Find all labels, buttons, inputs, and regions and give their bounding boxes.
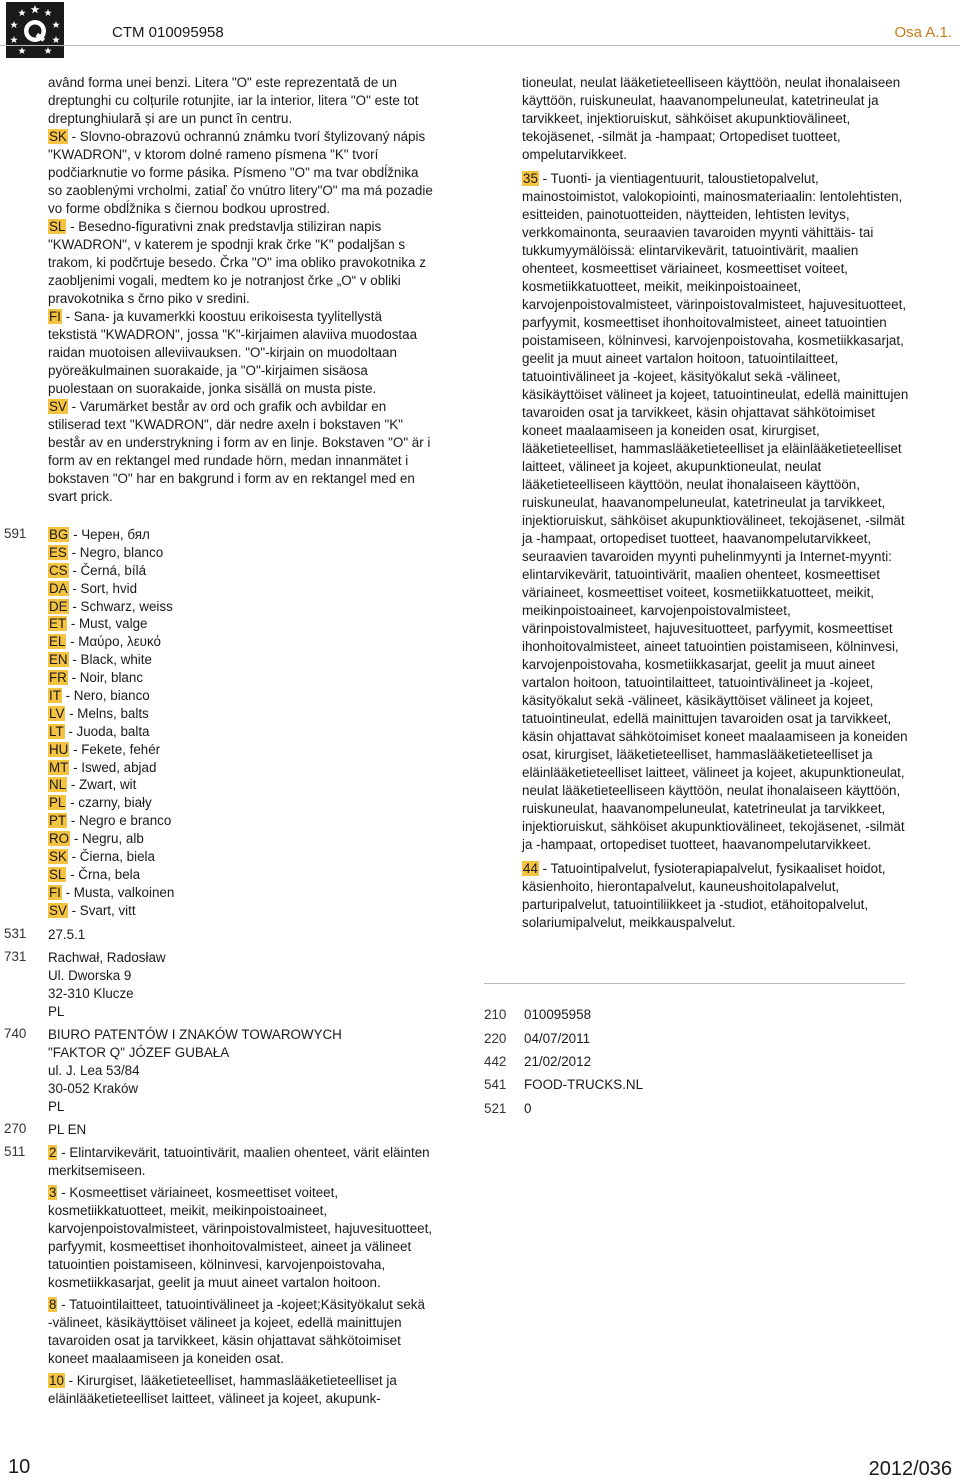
color-text: - Musta, valkoinen	[61, 884, 175, 900]
field-code-740: 740	[4, 1026, 27, 1041]
color-item	[48, 544, 174, 562]
field-code-591: 591	[4, 526, 27, 541]
ro-description-end: având forma unei benzi. Litera "O" este reprezentată de un dreptunghi cu colțurile rotunjite, iar la interior, litera "O" este tot dreptunghiulară și are un punct în centru.	[48, 75, 419, 126]
document-reference: CTM 010095958	[112, 24, 224, 41]
color-item	[48, 902, 174, 920]
field-code: 521	[484, 1101, 507, 1116]
class-text: - Kosmeettiset väriaineet, kosmeettiset voiteet, kosmetiikkatuotteet, meikit, meikinpoistoaineet, karvojenpoistovalmisteet, värinpoistovalmisteet, hajuvesituotteet, parfyymit, kosmeettiset ihonhoitovalmisteet, aineet ja välineet tatuointien poistamiseen, kölninvesi, karvojenpoistovaha, kosmetiikkasarjat, geelit ja muut aineet vartalon hoitoon.	[48, 1185, 433, 1290]
color-text: - Negro, blanco	[67, 544, 164, 560]
class-item	[48, 1144, 433, 1180]
field-code-731: 731	[4, 949, 27, 964]
language-code: DE	[49, 598, 68, 614]
header-divider	[0, 45, 960, 46]
fi-description	[48, 308, 433, 398]
color-item	[48, 723, 174, 741]
class-item	[522, 170, 910, 854]
color-text: - Sort, hvid	[68, 580, 138, 596]
language-code: ES	[49, 544, 67, 560]
color-text: - Juoda, balta	[64, 723, 150, 739]
color-item	[48, 669, 174, 687]
language-code: FI	[49, 884, 61, 900]
language-code: FI	[49, 309, 61, 324]
color-text: - Черен, бял	[69, 527, 150, 542]
class-item	[48, 1372, 433, 1408]
sl-description	[48, 218, 433, 308]
language-code: SK	[49, 849, 67, 865]
page-number: 10	[8, 1456, 31, 1478]
ohim-logo-icon	[6, 2, 64, 58]
color-text: - Black, white	[68, 652, 152, 668]
meta-row	[484, 1030, 904, 1048]
section-divider	[484, 983, 905, 984]
field-value: 04/07/2011	[524, 1031, 591, 1046]
field-value: 21/02/2012	[524, 1054, 592, 1069]
class-number: 44	[523, 861, 538, 876]
language-code: SV	[49, 399, 67, 414]
language-code: BG	[49, 527, 69, 542]
color-text: - Μαύρο, λευκό	[66, 634, 161, 650]
class-number: 2	[49, 1145, 57, 1160]
color-item	[48, 830, 174, 848]
color-item	[48, 794, 174, 812]
sk-description	[48, 128, 433, 218]
color-item	[48, 580, 174, 598]
language-code: NL	[49, 777, 67, 793]
class-number: 3	[49, 1185, 57, 1200]
representative-name: BIURO PATENTÓW I ZNAKÓW TOWAROWYCH	[48, 1027, 342, 1042]
color-item	[48, 848, 174, 866]
color-text: - Černá, bílá	[68, 562, 147, 578]
language-code: LV	[49, 705, 65, 721]
color-item	[48, 598, 174, 616]
description-text: - Besedno-figurativni znak predstavlja stiliziran napis "KWADRON", v katerem je spodnji krak črke "K" podaljšan s trakom, ki podčrtuje besedo. Črka "O" ima obliko pravokotnika z zaobljenimi vogali, medtem ko je notranjost črke „O“ v obliki pravokotnika s črno piko v sredini.	[48, 219, 426, 306]
language-code: FR	[49, 670, 67, 686]
language-code: HU	[49, 741, 69, 757]
language-code: PT	[49, 813, 67, 829]
color-text: - Schwarz, weiss	[68, 598, 173, 614]
language-code: SV	[49, 902, 67, 918]
representative-street: ul. J. Lea 53/84	[48, 1063, 140, 1078]
field-code: 220	[484, 1031, 507, 1046]
field-code: 210	[484, 1007, 507, 1022]
meta-row	[484, 1076, 904, 1094]
color-text: - Črna, bela	[66, 866, 141, 882]
color-text: - czarny, biały	[66, 795, 152, 811]
class-text: - Tatuointipalvelut, fysioterapiapalvelut, fysikaaliset hoidot, käsienhoito, hierontapalvelut, kauneushoitolapalvelut, parturipalvelut, tatuointiliikkeet ja -studiot, etähoitopalvelut, solariumipalvelut, meikkauspalvelut.	[522, 861, 886, 930]
field-value: 0	[524, 1101, 532, 1116]
applicant-country: PL	[48, 1004, 65, 1019]
color-text: - Melns, balts	[65, 705, 149, 721]
field-code-511: 511	[4, 1144, 26, 1159]
vienna-classification: 27.5.1	[48, 927, 86, 942]
class-item	[48, 1296, 433, 1368]
description-text: - Sana- ja kuvamerkki koostuu erikoisesta tyylitellystä tekstistä "KWADRON", jossa "K"-kirjaimen alaviiva muodostaa raidan muotoisen alleviivauksen. "O"-kirjain on muodoltaan pyöreäkulmainen suorakaide, ja "O"-kirjaimen sisäosa puolestaan on suorakaide, jonka sisällä on musta piste.	[48, 309, 418, 396]
color-text: - Negru, alb	[70, 831, 144, 847]
color-item	[48, 651, 174, 669]
section-reference: Osa A.1.	[894, 24, 952, 41]
color-item	[48, 705, 174, 723]
class-item	[48, 1184, 433, 1292]
field-value: FOOD-TRUCKS.NL	[524, 1077, 644, 1092]
color-claims-list	[48, 526, 174, 920]
color-item	[48, 562, 174, 580]
field-code: 541	[484, 1077, 507, 1092]
representative-block	[48, 1026, 342, 1116]
class-text: - Kirurgiset, lääketieteelliset, hammaslääketieteelliset ja eläinlääketieteelliset laitteet, välineet ja kojeet, akupunk-	[48, 1373, 397, 1406]
language-code: LT	[49, 723, 64, 739]
color-text: - Fekete, fehér	[69, 741, 161, 757]
color-text: - Nero, bianco	[61, 688, 150, 704]
goods-classes-left	[48, 1144, 433, 1408]
color-item	[48, 866, 174, 884]
color-item	[48, 759, 174, 777]
color-text: - Noir, blanc	[67, 670, 144, 686]
applicant-city: 32-310 Klucze	[48, 986, 134, 1001]
sv-description	[48, 398, 433, 506]
field-code: 442	[484, 1054, 507, 1069]
language-code: EL	[49, 634, 66, 650]
color-text: - Iswed, abjad	[69, 759, 157, 775]
color-text: - Zwart, wit	[67, 777, 137, 793]
representative-firm: "FAKTOR Q" JÓZEF GUBAŁA	[48, 1045, 230, 1060]
right-column-goods	[522, 74, 910, 932]
class-number: 10	[49, 1373, 64, 1388]
class-text: - Tuonti- ja vientiagentuurit, taloustietopalvelut, mainostoimistot, valokopiointi, mainosmateriaalin: lentolehtisten, esitteiden, painotuotteiden, näytteiden, lehtisten levitys, verkkomainonta, seuraavien tavaroiden myynti vähittäis- tai tukkumyymälöissä: elintarvikevärit, tatuointivärit, maalien ohenteet, kosmeettiset väriaineet, kosmeettiset voiteet, kosmetiikkatuotteet, meikit, meikinpoistoaineet, karvojenpoistovalmisteet, värinpoistovalmisteet, hajuvesituotteet, parfyymit, kosmeettiset ihonhoitovalmisteet, aineet tatuointien poistamiseen, kölninvesi, karvojenpoistovaha, kosmetiikkasarjat, geelit ja muut aineet vartalon hoitoon, tatuointilaitteet, tatuointivälineet ja -kojeet, käsityökalut sekä -välineet, käsikäyttöiset välineet ja kojeet, tatuointineulat, edellä mainittujen tavaroiden osat ja tarvikkeet, käsin ohjattavat sähkötoimiset koneet maalaamiseen ja koneiden osat, kirurgiset, lääketieteelliset, hammaslääketieteelliset ja eläinlääketieteelliset laitteet, välineet ja kojeet, akupunktioneulat, neulat lääketieteelliseen käyttöön, neulat ihonalaiseen käyttöön, ruiskuneulat, haavanompeluneulat, katetrineulat ja tarvikkeet, injektioruiskut, sähköiset akupunktiovälineet, tekojäsenet, -silmät ja -hampaat, ortopediset tuotteet, haavanompelutarvikkeet, seuraavien tavaroiden myynti puhelinmyynti ja Internet-myynti: elintarvikevärit, tatuointivärit, maalien ohenteet, kosmeettiset väriaineet, kosmeettiset voiteet, kosmetiikkatuotteet, meikit, meikinpoistoaineet, karvojenpoistovalmisteet, värinpoistovalmisteet, hajuvesituotteet, parfyymit, kosmeettiset ihonhoitovalmisteet, aineet tatuointien poistamiseen, kölninvesi, karvojenpoistovaha, kosmetiikkasarjat, geelit ja muut aineet vartalon hoitoon, tatuointilaitteet, tatuointivälineet ja -kojeet, käsityökalut sekä -välineet, käsikäyttöiset välineet ja kojeet, tatuointineulat, edellä mainittujen tavaroiden osat ja tarvikkeet, käsin ohjattavat sähkötoimiset koneet maalaamiseen ja koneiden osat, kirurgiset, lääketieteelliset, hammaslääketieteelliset ja eläinlääketieteelliset laitteet, välineet ja kojeet, akupunktioneulat, neulat lääketieteelliseen käyttöön, neulat ihonalaiseen käyttöön, ruiskuneulat, haavanompeluneulat, katetrineulat ja tarvikkeet, injektioruiskut, sähköiset akupunktiovälineet, tekojäsenet, -silmät ja -hampaat, ortopediset tuotteet, haavanompelutarvikkeet.	[522, 171, 909, 852]
applicant-street: Ul. Dworska 9	[48, 968, 132, 983]
representative-city: 30-052 Kraków	[48, 1081, 139, 1096]
language-code: RO	[49, 831, 70, 847]
class-number: 8	[49, 1297, 57, 1312]
color-item	[48, 615, 174, 633]
meta-row	[484, 1053, 904, 1071]
language-code: PL	[49, 795, 66, 811]
class-10-continued: tioneulat, neulat lääketieteelliseen käyttöön, neulat ihonalaiseen käyttöön, ruiskuneulat, haavanompeluneulat, katetrineulat ja tarvikkeet, injektioruiskut, sähköiset akupunktiovälineet, tekojäsenet, -silmät ja -hampaat; Ortopediset tuotteet, ompelutarvikkeet.	[522, 75, 901, 162]
color-item	[48, 633, 174, 651]
applicant-block	[48, 949, 166, 1021]
language-code: MT	[49, 759, 69, 775]
language-code: DA	[49, 580, 68, 596]
color-item	[48, 776, 174, 794]
bulletin-issue: 2012/036	[868, 1458, 952, 1480]
language-code: ET	[49, 616, 67, 632]
color-item	[48, 741, 174, 759]
field-code-531: 531	[4, 926, 27, 941]
color-text: - Svart, vitt	[67, 902, 136, 918]
language-code: EN	[49, 652, 68, 668]
color-item	[48, 884, 174, 902]
color-item	[48, 687, 174, 705]
representative-country: PL	[48, 1099, 65, 1114]
class-item	[522, 860, 910, 932]
color-text: - Čierna, biela	[67, 849, 155, 865]
color-text: - Negro e branco	[67, 813, 172, 829]
meta-row	[484, 1006, 904, 1024]
field-code-270: 270	[4, 1121, 27, 1136]
class-number: 35	[523, 171, 538, 186]
languages: PL EN	[48, 1122, 87, 1137]
language-code: IT	[49, 688, 61, 704]
language-code: SL	[49, 219, 66, 234]
color-item	[48, 812, 174, 830]
meta-row	[484, 1100, 904, 1118]
page-header	[0, 0, 960, 60]
class-text: - Tatuointilaitteet, tatuointivälineet ja -kojeet;Käsityökalut sekä -välineet, käsikäyttöiset välineet ja kojeet, edellä mainittujen tavaroiden osat ja tarvikkeet, käsin ohjattavat sähkötoimiset koneet maalaamiseen ja koneiden osat.	[48, 1297, 425, 1366]
language-code: SK	[49, 129, 67, 144]
class-text: - Elintarvikevärit, tatuointivärit, maalien ohenteet, värit eläinten merkitsemiseen.	[48, 1145, 430, 1178]
description-text: - Slovno-obrazovú ochrannú známku tvorí štylizovaný nápis "KWADRON", v ktorom dolné rameno písmena "K" tvorí podčiarknutie vo forme pásika. Písmeno "O" ma tvar obdĺžnika so zaoblenými vrcholmi, zatiaľ čo vnútro litery"O" ma má pozadie vo forme obdĺžnika s čiernou bodkou uprostred.	[48, 129, 433, 216]
color-item	[48, 526, 174, 544]
language-code: CS	[49, 562, 68, 578]
left-column-descriptions	[48, 74, 433, 506]
applicant-name: Rachwał, Radosław	[48, 950, 166, 965]
language-code: SL	[49, 866, 66, 882]
field-value: 010095958	[524, 1007, 592, 1022]
color-text: - Must, valge	[67, 616, 148, 632]
description-text: - Varumärket består av ord och grafik och avbildar en stiliserad text "KWADRON", där nedre axeln i bokstaven "K" består av en understrykning i form av en linje. Bokstaven "O" är i form av en rektangel med rundade hörn, medan innanmätet i bokstaven "O" har en bakgrund i form av en rektangel med en svart prick.	[48, 399, 431, 504]
